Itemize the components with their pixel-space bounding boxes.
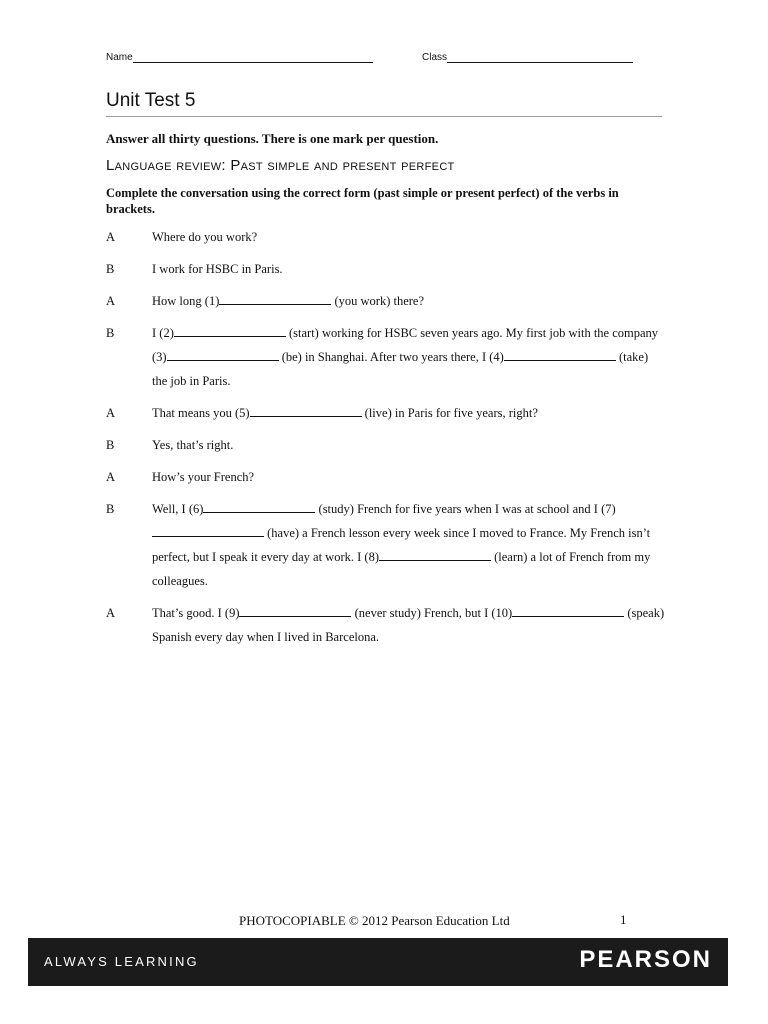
utterance-text: (live) in Paris for five years, right? [361,406,538,420]
speaker-label: A [106,606,116,620]
utterance [152,601,666,649]
class-label: Class [422,52,448,63]
pearson-logo: PEARSON [579,946,712,973]
answer-blank[interactable] [379,549,491,561]
brand-footer-band [28,938,728,986]
utterance-text: I work for HSBC in Paris. [152,262,283,276]
utterance-text: (speak) Spanish every day when I lived in Barcelona. [152,606,665,644]
answer-blank[interactable] [512,605,624,617]
utterance-text: (be) in Shanghai. After two years there, I (4) [278,350,504,364]
answer-blank[interactable] [174,325,286,337]
utterance [152,465,666,489]
answer-blank[interactable] [203,501,315,513]
answer-blank[interactable] [167,349,279,361]
dialogue-line [106,601,666,649]
dialogue-line [106,257,666,281]
utterance-text: (learn) a lot of French from my colleagues. [152,550,651,588]
speaker-label: B [106,326,115,340]
answer-blank[interactable] [219,293,331,305]
speaker-label: B [106,502,115,516]
utterance [152,401,666,425]
utterance-text: Well, I (6) [152,502,204,516]
title-divider [106,116,662,117]
speaker-label: A [106,406,116,420]
dialogue-line [106,465,666,489]
utterance-text: (have) a French lesson every week since I moved to France. My French isn’t perfect, but I speak it every day at work. I (8) [152,526,651,564]
answer-blank[interactable] [152,525,264,537]
dialogue-line [106,289,666,313]
name-field[interactable] [106,52,373,63]
copyright-notice: PHOTOCOPIABLE © 2012 Pearson Education Ltd [239,913,510,928]
student-info-row [106,52,666,68]
utterance-text: (study) French for five years when I was at school and I (7) [315,502,616,516]
speaker-label: A [106,230,116,244]
section-instruction: Complete the conversation using the correct form (past simple or present perfect) of the verbs in brackets. [106,186,619,216]
utterance-text: (you work) there? [331,294,425,308]
answer-blank[interactable] [504,349,616,361]
section-heading: Language review: Past simple and present perfect [106,157,455,174]
utterance-text: How’s your French? [152,470,255,484]
name-line[interactable] [133,52,373,63]
utterance-text: Yes, that’s right. [152,438,234,452]
utterance [152,289,666,313]
utterance [152,497,666,593]
utterance-text: (take) the job in Paris. [152,350,649,388]
dialogue-line [106,401,666,425]
dialogue [106,225,666,657]
speaker-label: B [106,438,115,452]
speaker-label: B [106,262,115,276]
answer-blank[interactable] [250,405,362,417]
utterance-text: That’s good. I (9) [152,606,240,620]
tagline: ALWAYS LEARNING [44,954,199,969]
page-title: Unit Test 5 [106,90,196,111]
utterance-text: (never study) French, but I (10) [351,606,513,620]
utterance [152,321,666,393]
page-number: 1 [620,912,627,927]
utterance-text: How long (1) [152,294,220,308]
utterance [152,433,666,457]
dialogue-line [106,497,666,593]
utterance-text: That means you (5) [152,406,250,420]
answer-blank[interactable] [239,605,351,617]
class-field[interactable] [422,52,633,63]
speaker-label: A [106,294,116,308]
name-label: Name [106,52,133,63]
utterance-text: Where do you work? [152,230,258,244]
class-line[interactable] [447,52,633,63]
dialogue-line [106,321,666,393]
utterance-text: I (2) [152,326,174,340]
dialogue-line [106,225,666,249]
utterance [152,225,666,249]
test-instructions: Answer all thirty questions. There is one mark per question. [106,131,439,146]
dialogue-line [106,433,666,457]
speaker-label: A [106,470,116,484]
utterance-text: (start) working for HSBC seven years ago. My first job with the company (3) [152,326,659,364]
utterance [152,257,666,281]
